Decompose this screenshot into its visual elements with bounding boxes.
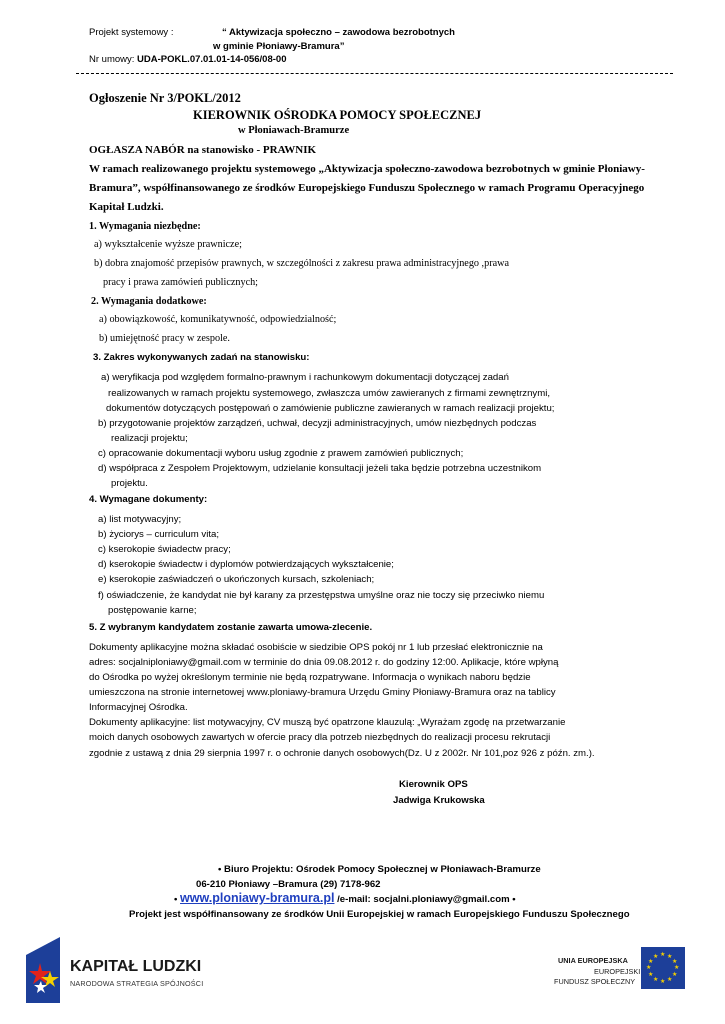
section4-item-c: c) kserokopie świadectw pracy;: [98, 544, 231, 555]
section4-heading: 4. Wymagane dokumenty:: [89, 494, 208, 505]
applications-line-4: umieszczona na stronie internetowej www.ploniawy-bramura Urzędu Gminy Płoniawy-Bramura oraz na tablicy: [89, 687, 556, 698]
section3-item-a-line1: a) weryfikacja pod względem formalno-prawnym i rachunkowym dokumentacji dotyczącej zadań: [101, 372, 509, 383]
kl-logo-subtitle: NARODOWA STRATEGIA SPÓJNOŚCI: [70, 979, 204, 988]
applications-line-5: Informacyjnej Ośrodka.: [89, 702, 188, 713]
contract-line: [89, 54, 286, 65]
applications-line-2: adres: socjalniploniawy@gmail.com w terminie do dnia 09.08.2012 r. do godziny 12:00. Aplikacje, które wpłyną: [89, 657, 559, 668]
kapital-ludzki-emblem-icon: [24, 937, 62, 1003]
section2-item-a: a) obowiązkowość, komunikatywność, odpowiedzialność;: [99, 314, 337, 325]
section2-heading: 2. Wymagania dodatkowe:: [91, 296, 207, 307]
section1-item-b-line2: pracy i prawa zamówień publicznych;: [103, 277, 259, 288]
recruitment-title: OGŁASZA NABÓR na stanowisko - PRAWNIK: [89, 144, 317, 156]
eu-flag-icon: ★ ★ ★ ★ ★ ★ ★ ★ ★ ★ ★ ★: [641, 947, 685, 989]
website-link[interactable]: www.ploniawy-bramura.pl: [180, 891, 335, 905]
applications-line-6: Dokumenty aplikacyjne: list motywacyjny, CV muszą być opatrzone klauzulą: „Wyrażam zgodę na przetwarzanie: [89, 717, 566, 728]
section2-item-b: b) umiejętność pracy w zespole.: [99, 333, 230, 344]
footer-email: /e-mail: socjalni.ploniawy@gmail.com •: [334, 894, 516, 905]
section3-item-d-line1: d) współpraca z Zespołem Projektowym, udzielanie konsultacji jeżeli taka będzie potrzebna uczestnikom: [98, 463, 542, 474]
intro-line-1: W ramach realizowanego projektu systemowego „Aktywizacja społeczno-zawodowa bezrobotnych w gminie Płoniawy-: [89, 163, 645, 175]
section4-item-b: b) życiorys – curriculum vita;: [98, 529, 220, 540]
section4-item-e: e) kserokopie zaświadczeń o ukończonych kursach, szkoleniach;: [98, 574, 375, 585]
footer-bullet: •: [174, 894, 178, 905]
section1-item-a: a) wykształcenie wyższe prawnicze;: [94, 239, 242, 250]
section3-item-b-line2: realizacji projektu;: [111, 433, 188, 444]
institution-title: KIEROWNIK OŚRODKA POMOCY SPOŁECZNEJ: [193, 108, 482, 122]
header-divider: [76, 73, 673, 78]
section1-item-b-line1: b) dobra znajomość przepisów prawnych, w szczególności z zakresu prawa administracyjnego ,prawa: [94, 258, 509, 269]
signature-title: Kierownik OPS: [399, 779, 468, 790]
project-title-line2: w gminie Płoniawy-Bramura”: [213, 41, 345, 52]
institution-location: w Płoniawach-Bramurze: [238, 125, 350, 136]
section4-item-d: d) kserokopie świadectw i dyplomów potwierdzających wykształcenie;: [98, 559, 394, 570]
footer-cofinancing: Projekt jest współfinansowany ze środków Unii Europejskiej w ramach Europejskiego Funduszu Społecznego: [129, 909, 630, 920]
contract-label: Nr umowy:: [89, 54, 135, 65]
section3-item-a-line2: realizowanych w ramach projektu systemowego, zwłaszcza umów zawieranych z firmami zewnętrznymi,: [108, 388, 550, 399]
section4-item-a: a) list motywacyjny;: [98, 514, 182, 525]
footer-contact-line: [174, 891, 516, 905]
section3-item-c: c) opracowanie dokumentacji wyboru usług zgodnie z prawem zamówień publicznych;: [98, 448, 464, 459]
kl-logo-title: KAPITAŁ LUDZKI: [70, 958, 202, 975]
footer-address: 06-210 Płoniawy –Bramura (29) 7178-962: [196, 879, 381, 890]
section3-item-b-line1: b) przygotowanie projektów zarządzeń, uchwał, decyzji administracyjnych, umów niezbędnych podczas: [98, 418, 537, 429]
eu-logo-line3: FUNDUSZ SPOŁECZNY: [554, 977, 636, 986]
applications-line-8: zgodnie z ustawą z dnia 29 sierpnia 1997 r. o ochronie danych osobowych(Dz. U z 2002r. Nr 101,poz 926 z późn. zm.).: [89, 748, 595, 759]
project-label: Projekt systemowy :: [89, 27, 174, 38]
signature-name: Jadwiga Krukowska: [393, 795, 485, 806]
footer-office: • Biuro Projektu: Ośrodek Pomocy Społecznej w Płoniawach-Bramurze: [218, 864, 541, 875]
section4-item-f-line2: postępowanie karne;: [108, 605, 197, 616]
section1-heading: 1. Wymagania niezbędne:: [89, 221, 201, 232]
section4-item-f-line1: f) oświadczenie, że kandydat nie był karany za przestępstwa umyślne oraz nie toczy się przeciwko niemu: [98, 590, 545, 601]
contract-number: UDA-POKL.07.01.01-14-056/08-00: [137, 54, 287, 65]
eu-logo-title: UNIA EUROPEJSKA: [558, 956, 628, 965]
eu-logo-line2: EUROPEJSKI: [594, 967, 641, 976]
section5-heading: 5. Z wybranym kandydatem zostanie zawarta umowa-zlecenie.: [89, 622, 373, 633]
applications-line-7: moich danych osobowych zawartych w ofercie pracy dla potrzeb niezbędnych do realizacji procesu rekrutacji: [89, 732, 551, 743]
project-title-line1: “ Aktywizacja społeczno – zawodowa bezrobotnych: [222, 27, 455, 38]
applications-line-3: do Ośrodka po wyżej określonym terminie nie będą rozpatrywane. Informacja o wynikach naboru będzie: [89, 672, 531, 683]
applications-line-1: Dokumenty aplikacyjne można składać osobiście w siedzibie OPS pokój nr 1 lub przesłać elektronicznie na: [89, 642, 543, 653]
announcement-number: Ogłoszenie Nr 3/POKL/2012: [89, 91, 241, 105]
intro-line-2: Bramura”, współfinansowanego ze środków Europejskiego Funduszu Społecznego w ramach Programu Operacyjnego: [89, 182, 645, 194]
section3-heading: 3. Zakres wykonywanych zadań na stanowisku:: [93, 352, 310, 363]
section3-item-a-line3: dokumentów dotyczących postępowań o zamówienie publiczne zawieranych w ramach realizacji projektu;: [106, 403, 555, 414]
intro-line-3: Kapitał Ludzki.: [89, 201, 164, 213]
section3-item-d-line2: projektu.: [111, 478, 148, 489]
